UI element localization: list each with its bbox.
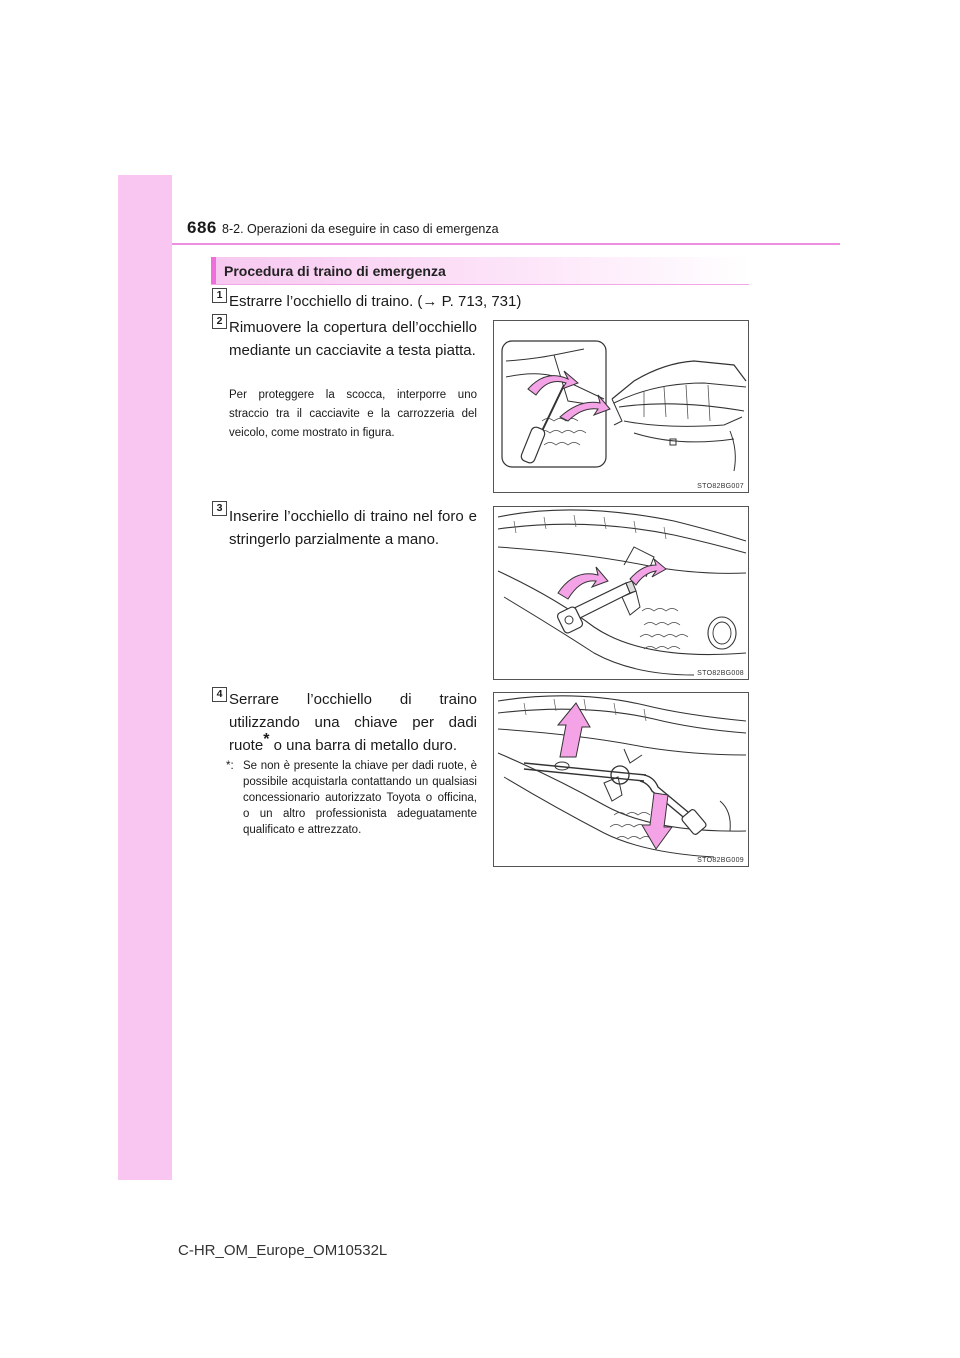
section-heading-bar (211, 257, 749, 284)
chapter-sidebar-tab (118, 175, 172, 1180)
step-4-text-after: o una barra di metallo duro. (269, 737, 458, 754)
step-2-note: Per proteggere la scocca, interporre uno straccio tra il cacciavite e la carrozzeria del veicolo, come mostrato in figura. (229, 389, 477, 439)
header-divider (172, 243, 840, 245)
step-number-1: 1 (212, 288, 227, 303)
step-2-text: Rimuovere la copertura dell’occhiello mediante un cacciavite a testa piatta. (229, 319, 477, 359)
step-number-2: 2 (212, 314, 227, 329)
step-3-text: Inserire l’occhiello di traino nel foro e stringerlo parzialmente a mano. (229, 508, 477, 548)
illustration-insert-eyelet (494, 507, 748, 679)
step-number-4: 4 (212, 687, 227, 702)
page-number: 686 (187, 218, 217, 237)
step-4-text-before: Serrare l’occhiello di traino utilizzando una chiave per dadi ruote (229, 691, 477, 754)
figure-insert-eyelet (493, 506, 749, 680)
illustration-screwdriver-cover (494, 321, 748, 492)
document-id: C-HR_OM_Europe_OM10532L (178, 1242, 388, 1259)
footnote-marker: *: (226, 760, 234, 772)
figure-remove-cover (493, 320, 749, 493)
figure-code: STO82BG009 (697, 857, 744, 864)
section-divider (211, 284, 749, 285)
chapter-title: 8-2. Operazioni da eseguire in caso di emergenza (222, 222, 499, 236)
figure-tighten-eyelet (493, 692, 749, 867)
illustration-wheel-wrench (494, 693, 748, 866)
step-1-text: Estrarre l’occhiello di traino. (→ P. 713, 731) (229, 293, 522, 310)
footnote-star: * (263, 731, 270, 748)
step-4-text (229, 688, 477, 757)
section-title: Procedura di traino di emergenza (224, 263, 446, 279)
figure-code: STO82BG007 (697, 483, 744, 490)
step-number-3: 3 (212, 501, 227, 516)
footnote-text: Se non è presente la chiave per dadi ruote, è possibile acquistarla contattando un qualsiasi concessionario autorizzato Toyota o officina, o un altro professionista adeguatamente qualificato e attrezzato. (243, 760, 477, 836)
figure-code: STO82BG008 (697, 670, 744, 677)
